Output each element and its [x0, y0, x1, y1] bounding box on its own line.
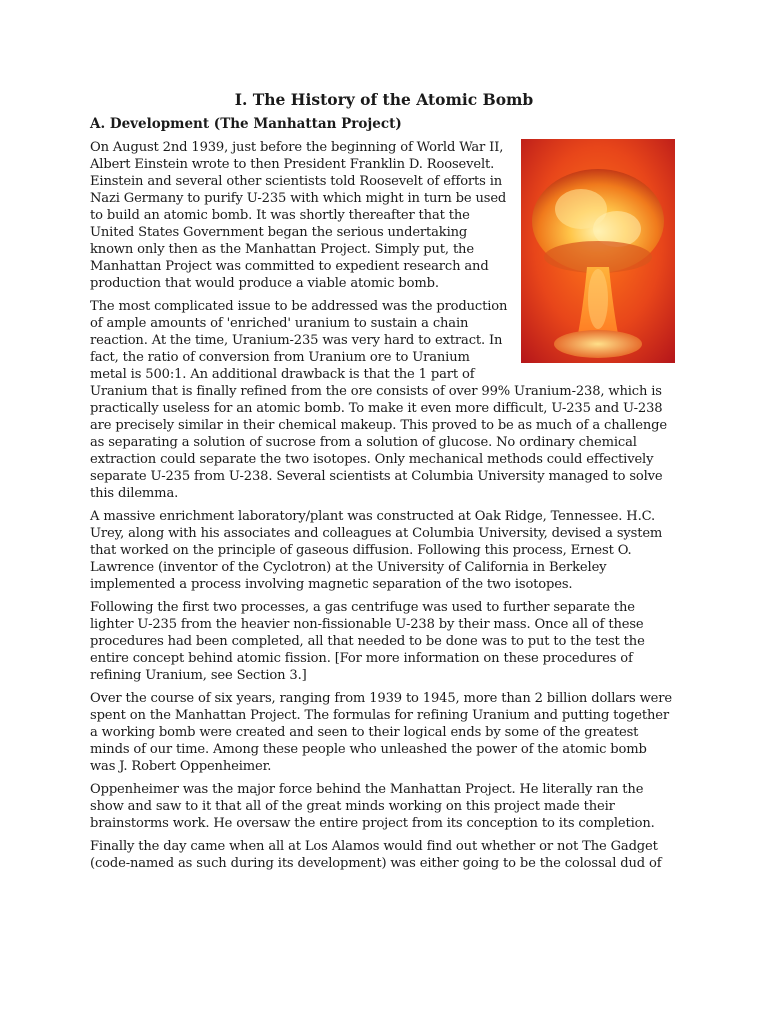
paragraph: Finally the day came when all at Los Alamos would find out whether or not The Gadget (code-named as such during its development) was either going to be the colossal dud of — [90, 839, 662, 871]
section-heading: A. Development (The Manhattan Project) — [90, 116, 402, 132]
paragraph: Oppenheimer was the major force behind the Manhattan Project. He literally ran the show and saw to it that all of the great minds working on this project made their brainstorms work. He oversaw the entire project from its conception to its completion. — [90, 782, 655, 831]
paragraph: A massive enrichment laboratory/plant was constructed at Oak Ridge, Tennessee. H.C. Urey, along with his associates and colleagues at Columbia University, devised a system that worked on the principle of gaseous diffusion. Following this process, Ernest O. Lawrence (inventor of the Cyclotron) at the University of California in Berkeley implemented a process involving magnetic separation of the two isotopes. — [90, 509, 663, 592]
paragraph: Over the course of six years, ranging from 1939 to 1945, more than 2 billion dollars were spent on the Manhattan Project. The formulas for refining Uranium and putting together a working bomb were created and seen to their logical ends by some of the greatest minds of our time. Among these people who unleashed the power of the atomic bomb was J. Robert Oppenheimer. — [90, 691, 672, 774]
mushroom-cloud-icon — [521, 139, 675, 363]
paragraph: On August 2nd 1939, just before the beginning of World War II, Albert Einstein wrote to then President Franklin D. Roosevelt. Einstein and several other scientists told Roosevelt of efforts in Nazi Germany to purify U-235 with which might in turn be used to build an atomic bomb. It was shortly thereafter that the United States Government began the serious undertaking known only then as the Manhattan Project. Simply put, the Manhattan Project was committed to expedient research and production that would produce a viable atomic bomb. — [90, 140, 507, 291]
mushroom-cloud-image — [521, 139, 675, 363]
document-body — [90, 139, 675, 878]
paragraph: The most complicated issue to be addressed was the production of ample amounts of 'enriched' uranium to sustain a chain reaction. At the time, Uranium-235 was very hard to extract. In fact, the ratio of conversion from Uranium ore to Uranium metal is 500:1. An additional drawback is that the 1 part of Uranium that is finally refined from the ore consists of over 99% Uranium-238, which is practically useless for an atomic bomb. To make it even more difficult, U-235 and U-238 are precisely similar in their chemical makeup. This proved to be as much of a challenge as separating a solution of sucrose from a solution of glucose. No ordinary chemical extraction could separate the two isotopes. Only mechanical methods could effectively separate U-235 from U-238. Several scientists at Columbia University managed to solve this dilemma. — [90, 299, 667, 501]
document-title: I. The History of the Atomic Bomb — [234, 90, 534, 109]
paragraph: Following the first two processes, a gas centrifuge was used to further separate the lighter U-235 from the heavier non-fissionable U-238 by their mass. Once all of these procedures had been completed, all that needed to be done was to put to the test the entire concept behind atomic fission. [For more information on these procedures of refining Uranium, see Section 3.] — [90, 600, 645, 683]
